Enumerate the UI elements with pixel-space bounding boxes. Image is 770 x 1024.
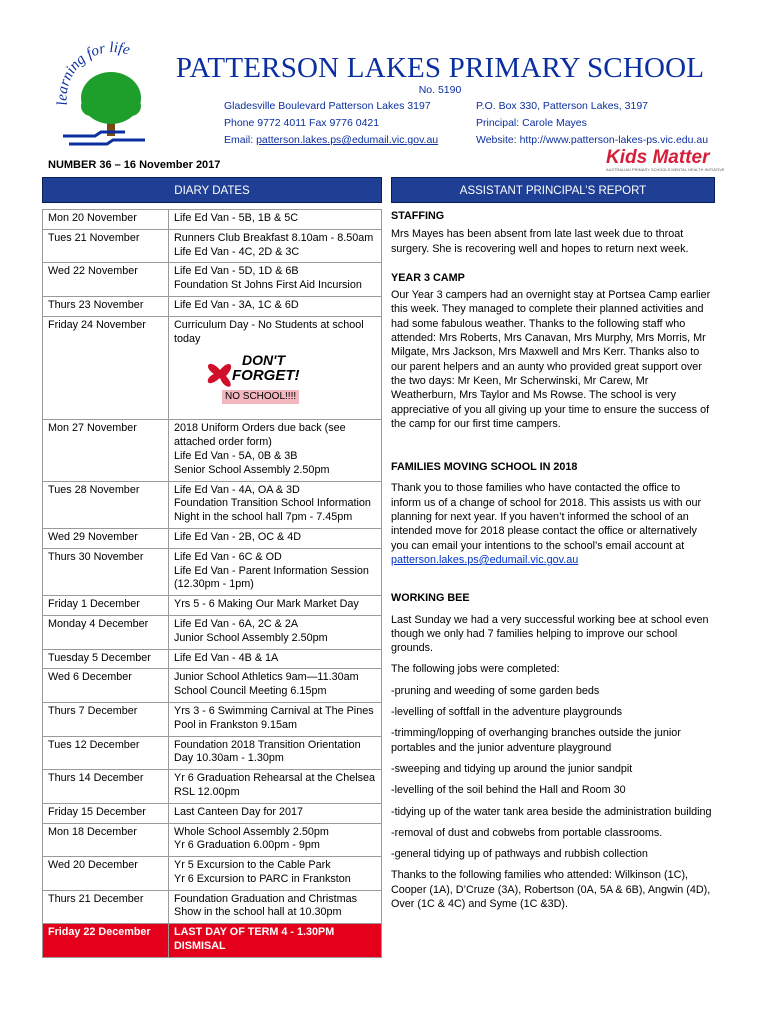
diary-event-line: Life Ed Van - 6C & OD [174, 550, 282, 563]
diary-event [169, 823, 382, 857]
diary-event [169, 548, 382, 595]
moving-text: Thank you to those families who have contacted the office to inform us of a change of school for 2018. This assists us with our planning for next year. If you haven’t informed the school of an intended move for 2018 please contact the office or alternatively you can email your intentions to the school’s email account at patterson.lakes.ps@edumail.vic.gov.au [391, 482, 702, 566]
school-address: Gladesville Boulevard Patterson Lakes 3197 [224, 100, 431, 112]
job-item: -trimming/lopping of overhanging branches outside the junior portables and the junior adventure playground [391, 727, 681, 754]
diary-event-line: Yr 6 Graduation Rehearsal at the Chelsea RSL 12.00pm [174, 772, 376, 798]
dont-forget-sticker [202, 352, 312, 414]
jobs-intro: The following jobs were completed: [391, 663, 560, 676]
diary-date: Tues 28 November [43, 481, 169, 528]
camp-text: Our Year 3 campers had an overnight stay at Portsea Camp earlier this week. They managed to complete their planned activities and had some fabulous weather. Thanks to the following staff who attended: Mrs Roberts, Mrs Canavan, Mrs Murphy, Mrs Morris, Mr Milgate, Mrs Jackson, Mrs Maxwell and Mrs Kerr. Thanks also to our parent helpers and an aunty who provided great support over the two days: Mr Keen, Mr Scherwinski, Mr Carew, Mr Weatherburn, Mrs Taylor and Ms Rowse. The school is very appreciative of you all giving up your time to ensure the success of the camp for our first time campers. [391, 289, 711, 430]
job-item: -sweeping and tidying up around the junior sandpit [391, 762, 633, 775]
diary-event-line: Life Ed Van - 4B & 1A [174, 651, 279, 664]
diary-date: Mon 18 December [43, 823, 169, 857]
diary-event-line: Junior School Assembly 2.50pm [174, 631, 328, 644]
diary-row [43, 596, 382, 616]
diary-row [43, 210, 382, 230]
diary-event-line: Senior School Assembly 2.50pm [174, 463, 330, 476]
diary-date: Mon 27 November [43, 420, 169, 481]
diary-event-line: Foundation St Johns First Aid Incursion [174, 279, 362, 292]
diary-event-line: Foundation 2018 Transition Orientation Day 10.30am - 1.30pm [174, 738, 361, 765]
diary-date: Thurs 21 December [43, 890, 169, 924]
diary-date: Friday 22 December [43, 924, 169, 958]
diary-row [43, 420, 382, 481]
diary-event [169, 736, 382, 770]
diary-event-line: Yrs 3 - 6 Swimming Carnival at The Pines Pool in Frankston 9.15am [174, 704, 374, 731]
diary-event-line: LAST DAY OF TERM 4 - 1.30PM DISMISAL [174, 926, 335, 953]
diary-row [43, 924, 382, 958]
diary-row [43, 669, 382, 703]
diary-row [43, 229, 382, 263]
diary-date: Monday 4 December [43, 615, 169, 649]
diary-event-line: Life Ed Van - 4A, OA & 3D [174, 483, 300, 496]
diary-row [43, 615, 382, 649]
job-item: -levelling of the soil behind the Hall and Room 30 [391, 784, 626, 797]
diary-event-line: Life Ed Van - 5D, 1D & 6B [174, 265, 299, 278]
diary-event-line: Junior School Athletics 9am—11.30am [174, 671, 359, 684]
diary-event-line: Foundation Transition School Information Night in the school hall 7pm - 7.45pm [174, 497, 371, 524]
diary-row [43, 890, 382, 924]
diary-event [169, 596, 382, 616]
job-item: -general tidying up of pathways and rubbish collection [391, 848, 648, 861]
issue-number: NUMBER 36 – 16 November 2017 [48, 159, 221, 171]
diary-date: Friday 24 November [43, 316, 169, 420]
jobs-list [391, 684, 713, 862]
diary-event-line: Life Ed Van - 5A, 0B & 3B [174, 449, 298, 462]
diary-row [43, 263, 382, 297]
diary-event-line: Life Ed Van - 3A, 1C & 6D [174, 298, 299, 311]
job-item: -tidying up of the water tank area beside the administration building [391, 805, 712, 818]
diary-date: Friday 15 December [43, 803, 169, 823]
moving-email-link[interactable]: patterson.lakes.ps@edumail.vic.gov.au [391, 553, 579, 566]
diary-date: Tuesday 5 December [43, 649, 169, 669]
kids-matter-logo [606, 147, 725, 176]
diary-event-line: Last Canteen Day for 2017 [174, 805, 304, 818]
diary-date: Tues 21 November [43, 229, 169, 263]
diary-date: Wed 20 December [43, 857, 169, 891]
diary-event [169, 263, 382, 297]
diary-event-line: 2018 Uniform Orders due back (see attached order form) [174, 422, 346, 449]
diary-date: Wed 29 November [43, 528, 169, 548]
school-number: No. 5190 [418, 84, 462, 96]
diary-event-line: Curriculum Day - No Students at school today [174, 318, 364, 345]
diary-event-line: Yrs 5 - 6 Making Our Mark Market Day [174, 598, 359, 611]
diary-row [43, 803, 382, 823]
working-bee-title: WORKING BEE [391, 592, 470, 605]
website-label: Website: [476, 134, 520, 146]
job-item: -levelling of softfall in the adventure playgrounds [391, 706, 623, 719]
camp-title: YEAR 3 CAMP [391, 271, 465, 284]
diary-row [43, 857, 382, 891]
diary-event-line: Life Ed Van - 5B, 1B & 5C [174, 212, 299, 224]
diary-date: Tues 12 December [43, 736, 169, 770]
school-po-box: P.O. Box 330, Patterson Lakes, 3197 [476, 100, 649, 112]
sticker-line-3: NO SCHOOL!!!! [222, 390, 299, 404]
diary-event-line: Life Ed Van - 4C, 2D & 3C [174, 245, 300, 258]
staffing-text: Mrs Mayes has been absent from late last week due to throat surgery. She is recovering well and hopes to return next week. [391, 228, 689, 255]
diary-event-line: Life Ed Van - 6A, 2C & 2A [174, 617, 299, 630]
diary-row [43, 316, 382, 420]
diary-event [169, 420, 382, 481]
diary-date: Wed 6 December [43, 669, 169, 703]
assistant-principal-report [391, 209, 713, 911]
diary-event [169, 890, 382, 924]
sticker-line-2: FORGET! [232, 367, 300, 385]
diary-date: Mon 20 November [43, 210, 169, 230]
diary-event-line: Yr 6 Excursion to PARC in Frankston [174, 872, 351, 885]
moving-title: FAMILIES MOVING SCHOOL IN 2018 [391, 461, 578, 474]
job-item: -removal of dust and cobwebs from portable classrooms. [391, 826, 663, 839]
diary-event [169, 210, 382, 230]
diary-date: Thurs 7 December [43, 702, 169, 736]
diary-row [43, 770, 382, 804]
email-link[interactable]: patterson.lakes.ps@edumail.vic.gov.au [256, 134, 439, 146]
diary-row [43, 548, 382, 595]
diary-event [169, 528, 382, 548]
school-website [476, 134, 708, 146]
job-item: -pruning and weeding of some garden beds [391, 684, 600, 697]
diary-row [43, 736, 382, 770]
website-link[interactable]: http://www.patterson-lakes-ps.vic.edu.au [519, 134, 709, 146]
diary-event [169, 615, 382, 649]
diary-event-line: Yr 6 Graduation 6.00pm - 9pm [174, 839, 320, 852]
school-name: PATTERSON LAKES PRIMARY SCHOOL [175, 52, 705, 84]
diary-event-line: School Council Meeting 6.15pm [174, 685, 327, 698]
diary-event [169, 316, 382, 420]
diary-dates-heading: DIARY DATES [42, 177, 382, 203]
diary-event [169, 649, 382, 669]
diary-event [169, 669, 382, 703]
diary-row [43, 649, 382, 669]
diary-event-line: Whole School Assembly 2.50pm [174, 825, 329, 838]
diary-row [43, 702, 382, 736]
diary-event-line: Yr 5 Excursion to the Cable Park [174, 859, 331, 872]
diary-event-line: Life Ed Van - Parent Information Session (12.30pm - 1pm) [174, 564, 369, 591]
diary-event-line: Life Ed Van - 2B, OC & 4D [174, 530, 302, 543]
report-heading: ASSISTANT PRINCIPAL’S REPORT [391, 177, 715, 203]
email-label: Email: [224, 134, 257, 146]
diary-event [169, 924, 382, 958]
diary-date: Thurs 30 November [43, 548, 169, 595]
diary-row [43, 481, 382, 528]
school-email [224, 134, 438, 146]
diary-event [169, 229, 382, 263]
diary-date: Thurs 14 December [43, 770, 169, 804]
diary-event [169, 296, 382, 316]
school-principal: Principal: Carole Mayes [476, 117, 587, 129]
diary-event [169, 770, 382, 804]
diary-date: Wed 22 November [43, 263, 169, 297]
sticker-line-1: DON'T [242, 352, 285, 369]
diary-date: Thurs 23 November [43, 296, 169, 316]
diary-dates-table [42, 209, 382, 958]
thanks-text: Thanks to the following families who attended: Wilkinson (1C), Cooper (1A), D’Cruze (3A), Robertson (0A, 5A & 6B), Angwin (4D), Over (1C & 4C) and Syme (1C &3D). [391, 869, 711, 910]
logo-text: learning for life [55, 40, 132, 107]
diary-event-line: Foundation Graduation and Christmas Show in the school hall at 10.30pm [174, 892, 358, 919]
diary-event [169, 702, 382, 736]
kids-matter-title: Kids Matter [606, 147, 710, 168]
working-bee-text: Last Sunday we had a very successful working bee at school even though we only had 7 families helping to improve our school grounds. [391, 613, 709, 655]
diary-date: Friday 1 December [43, 596, 169, 616]
staffing-title: STAFFING [391, 210, 445, 222]
diary-event [169, 481, 382, 528]
diary-event-line: Runners Club Breakfast 8.10am - 8.50am [174, 231, 374, 244]
school-phone-fax: Phone 9772 4011 Fax 9776 0421 [224, 117, 380, 129]
diary-event [169, 857, 382, 891]
diary-row [43, 823, 382, 857]
kids-matter-subtitle: AUSTRALIAN PRIMARY SCHOOLS MENTAL HEALTH INITIATIVE [606, 168, 725, 172]
diary-event [169, 803, 382, 823]
diary-row [43, 296, 382, 316]
diary-row [43, 528, 382, 548]
